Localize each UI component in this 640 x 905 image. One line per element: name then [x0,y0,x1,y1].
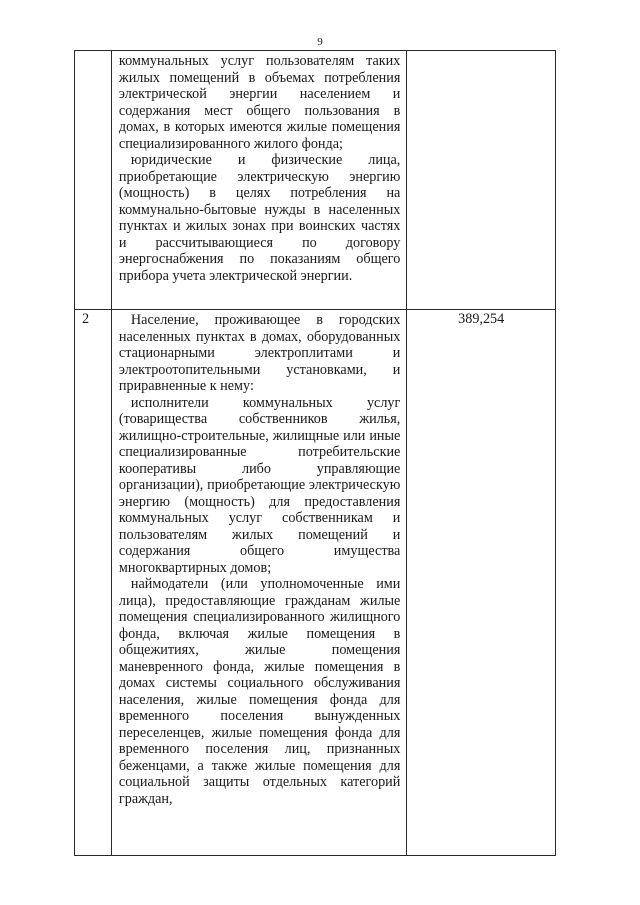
table-row [75,51,556,310]
value-cell [407,51,556,310]
page-number: 9 [317,36,323,48]
row-number-cell [75,51,112,310]
tariff-value [407,51,555,52]
description-cell [111,310,406,856]
paragraph: юридические и физические лица, приобретающие электрическую энергию (мощность) в целях потребления на коммунально-бытовые нужды в населенных пунктах и жилых зонах при воинских частях и рассчитывающиеся по договору энергоснабжения по показаниям общего прибора учета электрической энергии. [118,152,401,284]
table-row [75,310,556,856]
row-number-cell [75,310,112,856]
paragraph: коммунальных услуг пользователям таких жилых помещений в объемах потребления электрической энергии населением и содержания мест общего пользования в домах, в которых имеются жилые помещения специализированного жилого фонда; [118,53,401,152]
paragraph: исполнители коммунальных услуг (товарищества собственников жилья, жилищно-строительные, жилищные или иные специализированные потребительские кооперативы либо управляющие организации), приобретающие электрическую энергию (мощность) для предоставления коммунальных услуг собственникам и пользователям жилых помещений и содержания общего имущества многоквартирных домов; [118,394,401,576]
value-cell [407,310,556,856]
tariff-table [74,50,556,856]
description-cell [111,51,406,310]
row-number [75,51,111,52]
paragraph: наймодатели (или уполномоченные ими лица), предоставляющие гражданам жилые помещения специализированного жилищного фонда, включая жилые помещения в общежитиях, жилые помещения маневренного фонда, жилые помещения в домах системы социального обслуживания населения, жилые помещения фонда для временного поселения вынужденных переселенцев, жилые помещения фонда для временного поселения лиц, признанных беженцами, а также жилые помещения для социальной защиты отдельных категорий граждан, [118,576,401,807]
row-number: 2 [82,311,90,327]
tariff-value: 389,254 [458,311,505,327]
paragraph: Население, проживающее в городских населенных пунктах в домах, оборудованных стационарными электроплитами и электроотопительными установками, и приравненные к нему: [118,312,401,394]
